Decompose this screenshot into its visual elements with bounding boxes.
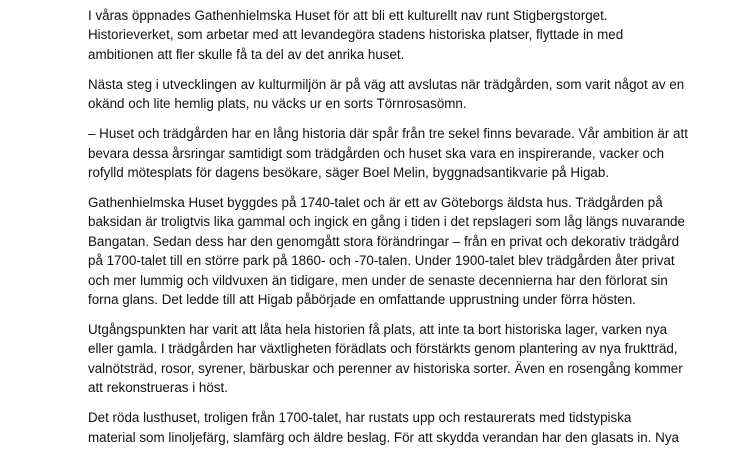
paragraph-2 [88,75,688,114]
text-line: ambitionen att fler skulle få ta del av det anrika huset. [88,46,405,62]
paragraph-6 [88,408,688,447]
text-line: Utgångspunkten har varit att låta hela historien få plats, att inte ta bort historiska lager, varken nya [88,322,668,338]
text-line: bevara dessa årsringar samtidigt som trädgården och huset ska vara en inspirerande, vacker och [88,145,665,161]
text-line: på 1700-talet till en större park på 1860- och -70-talen. Under 1900-talet blev trädgården åter privat [88,253,675,269]
paragraph-5 [88,320,688,398]
text-line: – Huset och trädgården har en lång historia där spår från tre sekel finns bevarade. Vår ambition är att [88,126,688,142]
document-body [88,6,688,458]
text-line: och mer lummig och vildvuxen än tidigare, men under de senaste decennierna har den förlorat sin [88,272,668,288]
text-line: material som linoljefärg, slamfärg och äldre beslag. För att skydda verandan har den glasats in. Nya [88,429,679,445]
text-line: eller gamla. I trädgården har växtligheten förädlats och förstärkts genom plantering av nya fruktträd, [88,341,678,357]
paragraph-1 [88,6,688,64]
text-line: forna glans. Det ledde till att Higab påbörjade en omfattande upprustning under förra hösten. [88,292,636,308]
text-line: I våras öppnades Gathenhielmska Huset för att bli ett kulturellt nav runt Stigbergstorget. [88,8,608,23]
text-line: rofylld mötesplats för dagens besökare, säger Boel Melin, byggnadsantikvarie på Higab. [88,165,610,181]
text-line: Nästa steg i utvecklingen av kulturmiljön är på väg att avslutas när trädgården, som varit något av en [88,76,685,92]
text-line: okänd och lite hemlig plats, nu väcks ur en sorts Törnrosasömn. [88,96,467,112]
paragraph-3 [88,124,688,182]
text-line: baksidan är troligtvis lika gammal och ingick en gång i tiden i det repslageri som låg längs nuvarande [88,214,685,230]
text-line: valnötsträd, rosor, syrener, bärbuskar och perenner av historiska sorter. Även en rosengång kommer [88,360,683,376]
text-line: Historieverket, som arbetar med att levandegöra stadens historiska platser, flyttade in med [88,27,624,43]
text-line: att rekonstrueras i höst. [88,380,228,396]
text-line: Gathenhielmska Huset byggdes på 1740-talet och är ett av Göteborgs äldsta hus. Trädgården på [88,195,663,211]
text-line: Det röda lusthuset, troligen från 1700-talet, har rustats upp och restaurerats med tidstypiska [88,410,632,426]
paragraph-4 [88,193,688,309]
text-line: Bangatan. Sedan dess har den genomgått stora förändringar – från en privat och dekorativ trädgård [88,233,680,249]
